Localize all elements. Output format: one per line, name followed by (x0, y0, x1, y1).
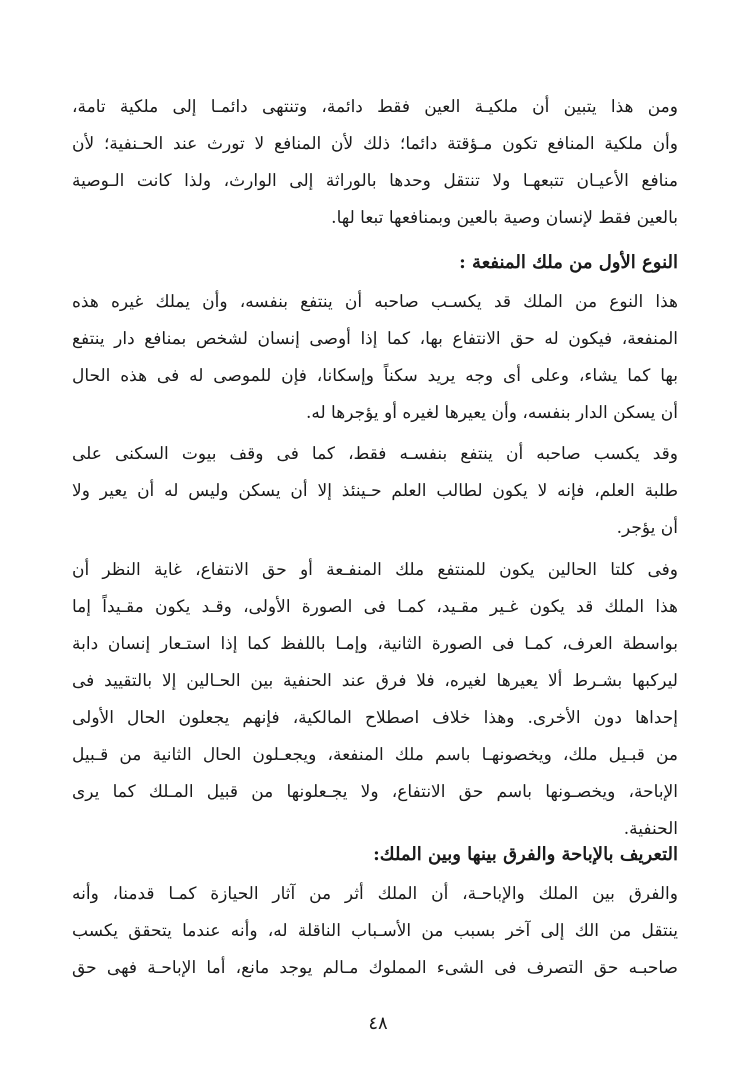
text-line: إحداها دون الأخرى. وهذا خلاف اصطلاح المالكية، فإنهم يجعلون الحال الأولى (72, 708, 678, 728)
text-line: هذا النوع من الملك قد يكسـب صاحبه أن ينتفع بنفسه، وأن يملك غيره هذه (72, 292, 678, 312)
text-line: بها كما يشاء، وعلى أى وجه يريد سكناً وإسكانا، فإن للموصى له فى هذه الحال (72, 366, 678, 386)
text-line: بواسطة العرف، كمـا فى الصورة الثانية، وإمـا باللفظ كما إذا استـعار إنسان دابة (72, 634, 678, 654)
text-line: ينتقل من الك إلى آخر بسبب من الأسـباب الناقلة له، وأنه عندما يتحقق يكسب (72, 921, 678, 941)
section-heading-first-type: النوع الأول من ملك المنفعة : (459, 252, 678, 273)
text-line: هذا الملك قد يكون غـير مقـيد، كمـا فى الصورة الأولى، وقـد يكون مقـيداً إما (72, 597, 678, 617)
text-line: منافع الأعيـان تتبعهـا ولا تنتقل وحدها بالوراثة إلى الوارث، ولذا كانت الـوصية (72, 171, 678, 191)
paragraph-self-benefit (72, 436, 678, 547)
page-number: ٤٨ (368, 1013, 388, 1034)
paragraph-ownership-permanence (72, 89, 678, 237)
text-line: صاحبـه حق التصرف فى الشىء المملوك مـالم يوجد مانع، أما الإباحـة فهى حق (72, 958, 678, 978)
text-line: والفرق بين الملك والإباحـة، أن الملك أثر من آثار الحيازة كمـا قدمنا، وأنه (72, 884, 678, 904)
text-line: طلبة العلم، فإنه لا يكون لطالب العلم حـينئذ إلا أن يسكن وليس له أن يعير ولا (72, 481, 678, 501)
text-line: وفى كلتا الحالين يكون للمنتفع ملك المنفـعة أو حق الانتفاع، غاية النظر أن (72, 560, 678, 580)
text-line: وقد يكسب صاحبه أن ينتفع بنفسـه فقط، كما فى وقف بيوت السكنى على (72, 444, 678, 464)
text-line: أن يسكن الدار بنفسه، وأن يعيرها لغيره أو يؤجرها له. (305, 403, 678, 423)
paragraph-first-type (72, 284, 678, 432)
paragraph-difference-ownership-ibaha (72, 876, 678, 987)
text-line: وأن ملكية المنافع تكون مـؤقتة دائما؛ ذلك لأن المنافع لا تورث عند الحـنفية؛ لأن (72, 134, 678, 154)
text-line: الإباحة، ويخصـونها باسم حق الانتفاع، ولا يجـعلونها من قبيل المـلك كما يرى (72, 782, 678, 802)
paragraph-both-cases (72, 552, 678, 848)
text-line: المنفعة، فيكون له حق الانتفاع بها، كما إذا أوصى إنسان لشخص بمنافع دار ينتفع (72, 329, 678, 349)
text-line: ليركبها بشـرط ألا يعيرها لغيره، فلا فرق عند الحنفية بين الحـالين إلا بالتقييد فى (72, 671, 678, 691)
text-line: من قبـيل ملك، ويخصونهـا باسم ملك المنفعة، ويجعـلون الحال الثانية من قـبيل (72, 745, 678, 765)
text-line: أن يؤجر. (616, 518, 678, 538)
section-heading-ibaha-definition: التعريف بالإباحة والفرق بينها وبين الملك: (373, 844, 678, 865)
text-line: ومن هذا يتبين أن ملكيـة العين فقط دائمة، وتنتهى دائمـا إلى ملكية تامة، (72, 97, 678, 117)
text-line: الحنفية. (623, 819, 678, 839)
text-line: بالعين فقط لإنسان وصية بالعين وبمنافعها تبعا لها. (331, 208, 678, 228)
